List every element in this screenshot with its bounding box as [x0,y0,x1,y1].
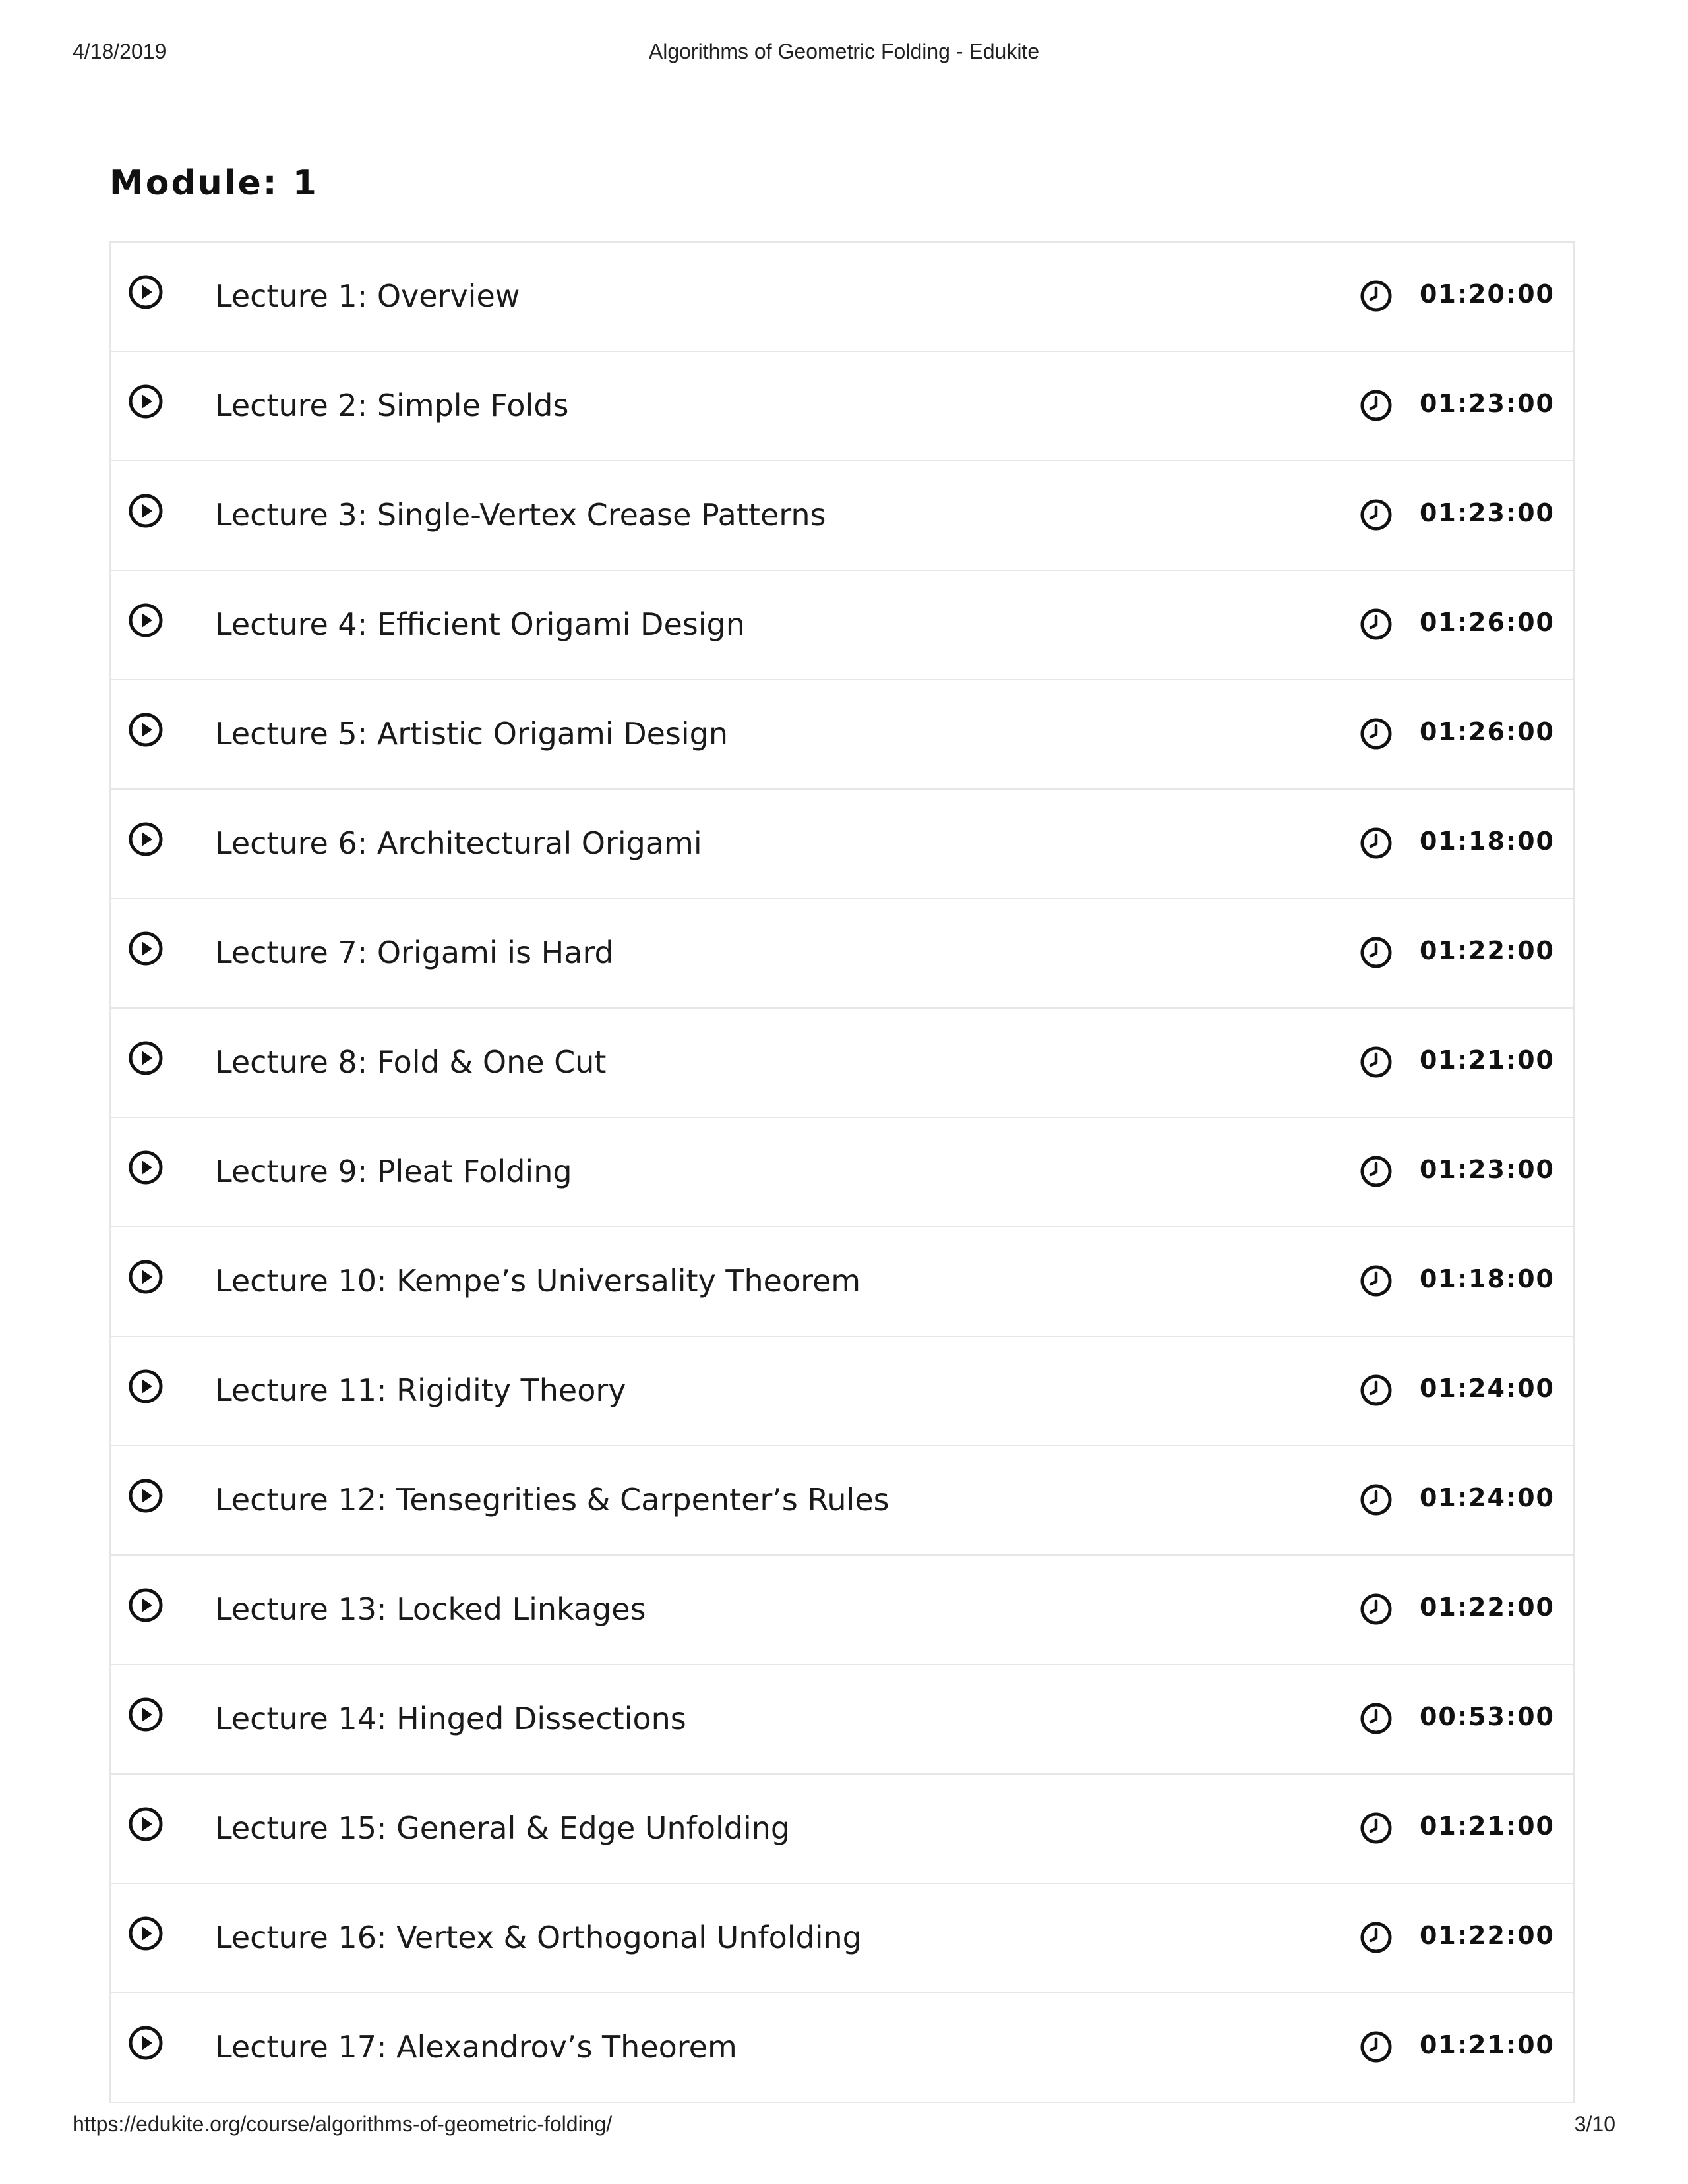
print-page-number: 3/10 [1574,2112,1615,2136]
play-circle-icon[interactable] [128,931,164,966]
lecture-row[interactable] [111,1446,1573,1556]
lecture-title[interactable]: Lecture 8: Fold & One Cut [215,1044,607,1080]
play-circle-icon[interactable] [128,821,164,857]
lecture-row[interactable] [111,680,1573,790]
lecture-title[interactable]: Lecture 15: General & Edge Unfolding [215,1810,791,1846]
play-circle-icon[interactable] [128,1040,164,1076]
lecture-title[interactable]: Lecture 6: Architectural Origami [215,825,702,861]
play-circle-icon[interactable] [128,1369,164,1404]
print-page-title: Algorithms of Geometric Folding - Edukite [648,40,1040,63]
lecture-title[interactable]: Lecture 12: Tensegrities & Carpenter’s Rules [215,1482,889,1518]
play-circle-icon[interactable] [128,1916,164,1951]
lecture-duration: 01:22:00 [1419,1921,1555,1950]
lecture-duration: 01:20:00 [1419,280,1555,309]
play-circle-icon[interactable] [128,712,164,748]
play-circle-icon[interactable] [128,1697,164,1732]
lecture-title[interactable]: Lecture 17: Alexandrov’s Theorem [215,2029,737,2065]
lecture-row[interactable] [111,352,1573,461]
lecture-row[interactable] [111,461,1573,571]
print-header [73,40,1615,69]
lecture-row[interactable] [111,571,1573,680]
lecture-duration: 01:26:00 [1419,608,1555,637]
lecture-duration: 01:22:00 [1419,1593,1555,1622]
lecture-duration: 01:24:00 [1419,1374,1555,1403]
print-date: 4/18/2019 [73,40,167,63]
clock-icon [1360,2030,1393,2063]
clock-icon [1360,280,1393,312]
lecture-row[interactable] [111,1337,1573,1446]
lecture-title[interactable]: Lecture 16: Vertex & Orthogonal Unfolding [215,1920,862,1955]
lecture-title[interactable]: Lecture 9: Pleat Folding [215,1154,572,1189]
play-circle-icon[interactable] [128,493,164,529]
lecture-duration: 01:21:00 [1419,2030,1555,2059]
lecture-row[interactable] [111,243,1573,352]
lecture-title[interactable]: Lecture 3: Single-Vertex Crease Patterns [215,497,826,533]
play-circle-icon[interactable] [128,1259,164,1295]
lecture-title[interactable]: Lecture 10: Kempe’s Universality Theorem [215,1263,861,1299]
print-footer [73,2112,1615,2141]
clock-icon [1360,1921,1393,1954]
lecture-title[interactable]: Lecture 14: Hinged Dissections [215,1701,686,1736]
lecture-title[interactable]: Lecture 4: Efficient Origami Design [215,606,745,642]
clock-icon [1360,1046,1393,1078]
clock-icon [1360,1812,1393,1845]
lecture-duration: 01:18:00 [1419,827,1555,856]
lecture-duration: 01:24:00 [1419,1483,1555,1512]
clock-icon [1360,389,1393,422]
play-circle-icon[interactable] [128,603,164,638]
module-title: Module: 1 [109,163,318,203]
clock-icon [1360,1264,1393,1297]
play-circle-icon[interactable] [128,1478,164,1514]
lecture-duration: 01:26:00 [1419,717,1555,746]
lecture-title[interactable]: Lecture 5: Artistic Origami Design [215,716,729,752]
lecture-row[interactable] [111,1227,1573,1337]
lecture-duration: 01:23:00 [1419,1155,1555,1184]
clock-icon [1360,827,1393,860]
lecture-row[interactable] [111,1009,1573,1118]
lecture-duration: 01:21:00 [1419,1046,1555,1075]
clock-icon [1360,1593,1393,1626]
play-circle-icon[interactable] [128,274,164,310]
play-circle-icon[interactable] [128,1587,164,1623]
lecture-row[interactable] [111,1556,1573,1665]
clock-icon [1360,936,1393,969]
lecture-row[interactable] [111,790,1573,899]
lecture-row[interactable] [111,1665,1573,1775]
lecture-title[interactable]: Lecture 7: Origami is Hard [215,935,614,970]
lecture-list [109,241,1575,2103]
lecture-row[interactable] [111,899,1573,1009]
clock-icon [1360,608,1393,641]
lecture-duration: 01:23:00 [1419,389,1555,418]
lecture-duration: 01:18:00 [1419,1264,1555,1293]
lecture-row[interactable] [111,1884,1573,1993]
play-circle-icon[interactable] [128,384,164,419]
lecture-row[interactable] [111,1993,1573,2103]
lecture-row[interactable] [111,1775,1573,1884]
clock-icon [1360,1702,1393,1735]
lecture-duration: 01:22:00 [1419,936,1555,965]
lecture-duration: 00:53:00 [1419,1702,1555,1731]
lecture-title[interactable]: Lecture 11: Rigidity Theory [215,1372,626,1408]
lecture-duration: 01:23:00 [1419,498,1555,527]
lecture-title[interactable]: Lecture 2: Simple Folds [215,388,569,423]
play-circle-icon[interactable] [128,1150,164,1185]
clock-icon [1360,717,1393,750]
print-url: https://edukite.org/course/algorithms-of-geometric-folding/ [73,2112,613,2136]
play-circle-icon[interactable] [128,2025,164,2061]
clock-icon [1360,1374,1393,1407]
play-circle-icon[interactable] [128,1806,164,1842]
lecture-title[interactable]: Lecture 13: Locked Linkages [215,1591,646,1627]
clock-icon [1360,1155,1393,1188]
clock-icon [1360,498,1393,531]
lecture-row[interactable] [111,1118,1573,1227]
clock-icon [1360,1483,1393,1516]
lecture-duration: 01:21:00 [1419,1812,1555,1841]
lecture-title[interactable]: Lecture 1: Overview [215,278,520,314]
